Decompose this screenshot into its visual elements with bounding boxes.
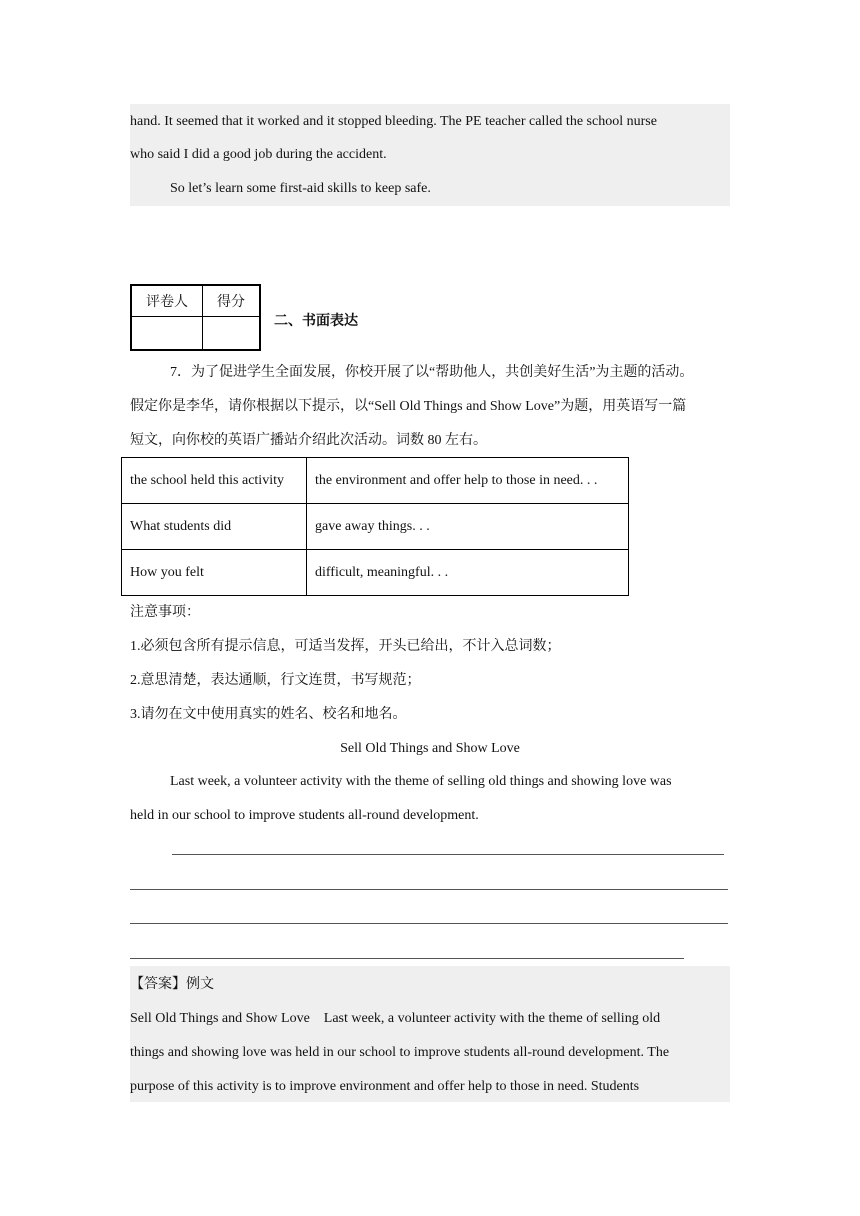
hint-table	[121, 457, 629, 596]
hint-label: the school held this activity	[122, 458, 307, 504]
writing-line-3[interactable]	[130, 923, 728, 924]
reviewer-cell[interactable]	[131, 317, 203, 351]
question-line-2: 假定你是李华，请你根据以下提示，以“Sell Old Things and Show Love”为题，用英语写一篇	[130, 399, 687, 414]
writing-line-2[interactable]	[130, 889, 728, 890]
reviewer-label: 评卷人	[131, 285, 203, 317]
hint-value: difficult, meaningful. . .	[307, 550, 629, 596]
answer-label: 【答案】例文	[130, 977, 214, 992]
passage-line-2: who said I did a good job during the accident.	[130, 147, 387, 162]
question-line-3: 短文，向你校的英语广播站介绍此次活动。词数 80 左右。	[130, 433, 487, 448]
writing-line-1[interactable]	[172, 854, 724, 855]
answer-line-2: things and showing love was held in our school to improve students all-round development. The	[130, 1045, 670, 1060]
answer-line-3: purpose of this activity is to improve environment and offer help to those in need. Students	[130, 1079, 640, 1094]
score-cell[interactable]	[203, 317, 261, 351]
score-box	[130, 284, 261, 351]
table-row	[122, 504, 629, 550]
notes-item-3: 3.请勿在文中使用真实的姓名、校名和地名。	[130, 707, 407, 722]
table-row	[122, 550, 629, 596]
table-row	[122, 458, 629, 504]
hint-value: gave away things. . .	[307, 504, 629, 550]
hint-label: What students did	[122, 504, 307, 550]
passage-line-1: hand. It seemed that it worked and it stopped bleeding. The PE teacher called the school nurse	[130, 114, 657, 129]
essay-opening-2: held in our school to improve students all-round development.	[130, 808, 479, 823]
essay-opening-1: Last week, a volunteer activity with the theme of selling old things and showing love was	[170, 774, 672, 789]
writing-line-4[interactable]	[130, 958, 684, 959]
essay-title: Sell Old Things and Show Love	[340, 741, 520, 756]
section-title: 二、书面表达	[274, 313, 358, 329]
passage-line-3: So let’s learn some first-aid skills to keep safe.	[170, 181, 431, 196]
notes-item-2: 2.意思清楚，表达通顺，行文连贯，书写规范；	[130, 673, 421, 688]
question-line-1: 7．为了促进学生全面发展，你校开展了以“帮助他人，共创美好生活”为主题的活动。	[170, 365, 694, 380]
answer-line-1: Sell Old Things and Show Love Last week, a volunteer activity with the theme of selling old	[130, 1011, 661, 1026]
notes-heading: 注意事项：	[130, 605, 200, 620]
hint-value: the environment and offer help to those in need. . .	[307, 458, 629, 504]
score-label: 得分	[203, 285, 261, 317]
hint-label: How you felt	[122, 550, 307, 596]
notes-item-1: 1.必须包含所有提示信息，可适当发挥，开头已给出，不计入总词数；	[130, 639, 561, 654]
